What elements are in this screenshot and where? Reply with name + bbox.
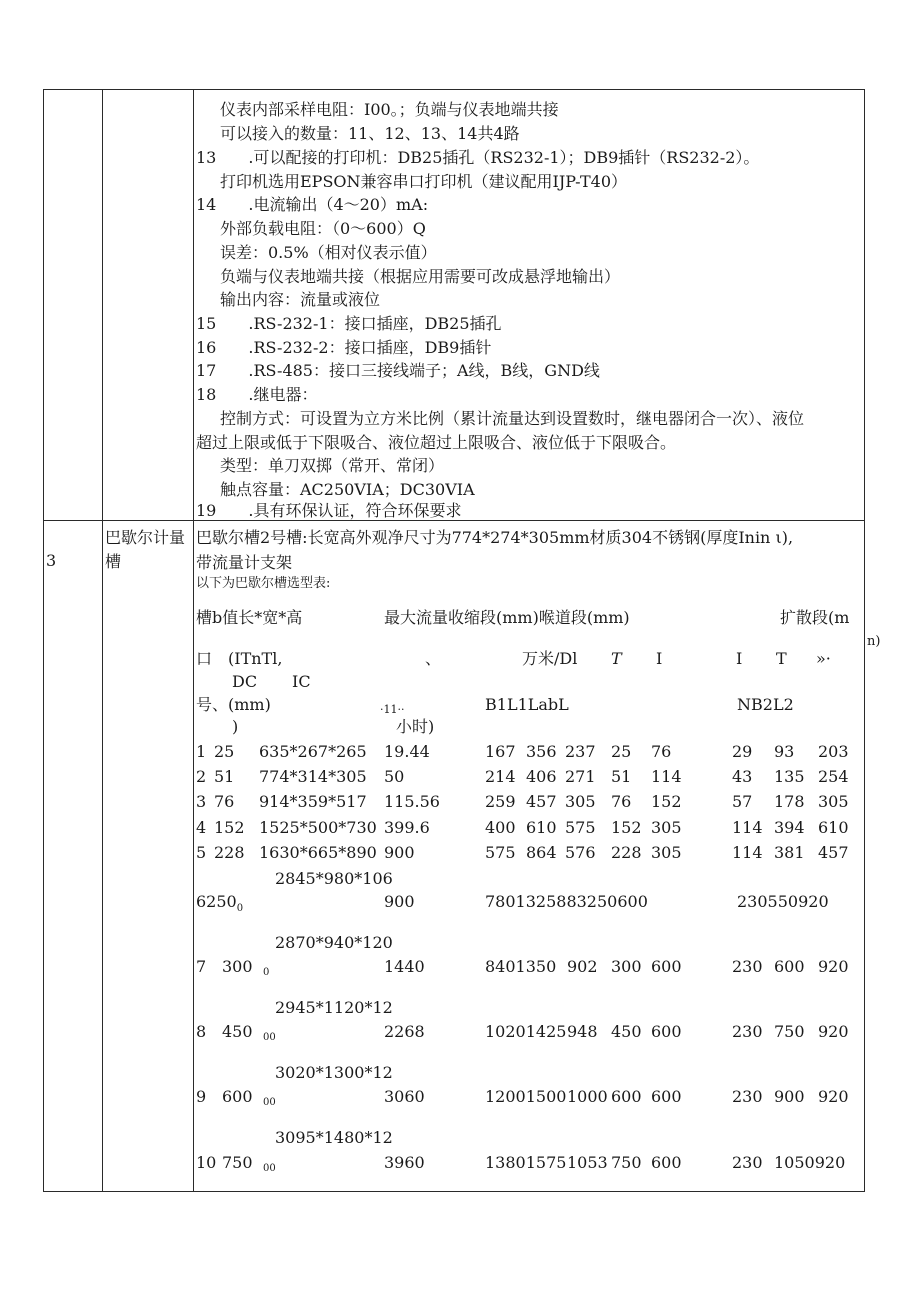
table-header: T bbox=[776, 649, 787, 668]
table-cell: 610 bbox=[818, 818, 849, 837]
table-cell: 305 bbox=[565, 792, 596, 811]
table-cell: 600 bbox=[774, 957, 805, 976]
table-cell: 3960 bbox=[384, 1153, 425, 1172]
table-header: 口 (ITnTl, bbox=[196, 649, 283, 668]
table-cell: 3060 bbox=[384, 1087, 425, 1106]
table-cell: 1050920 bbox=[774, 1153, 846, 1172]
table-cell: 576 bbox=[565, 843, 596, 862]
table-cell: 10 bbox=[196, 1153, 217, 1172]
spec-line: 外部负载电阻：（0～600）Q bbox=[220, 219, 426, 238]
table-cell: 900 bbox=[774, 1087, 805, 1106]
table-right-border bbox=[864, 89, 865, 1192]
table-cell: 399.6 bbox=[384, 818, 430, 837]
table-cell: 178 bbox=[774, 792, 805, 811]
column-divider-1 bbox=[102, 89, 103, 1192]
table-header: 、 bbox=[425, 649, 442, 668]
table-cell: 600 bbox=[651, 1087, 682, 1106]
table-cell: 271 bbox=[565, 767, 596, 786]
table-cell: 25 bbox=[611, 742, 632, 761]
row-index: 3 bbox=[46, 551, 57, 570]
table-cell: 203 bbox=[818, 742, 849, 761]
table-header: I bbox=[736, 649, 743, 668]
table-cell: 575 bbox=[565, 818, 596, 837]
table-cell: 230550920 bbox=[737, 892, 829, 911]
spec-line: 13 .可以配接的打印机：DB25插孔（RS232-1）；DB9插针（RS232-2）。 bbox=[196, 148, 760, 167]
table-cell: 114 bbox=[651, 767, 682, 786]
spec-line: 超过上限或低于下限吸合、液位超过上限吸合、液位低于下限吸合。 bbox=[196, 433, 677, 452]
table-header: 小时) bbox=[396, 717, 435, 736]
table-cell bbox=[196, 892, 243, 919]
table-cell: 575 bbox=[485, 843, 516, 862]
table-header: NB2L2 bbox=[737, 695, 794, 714]
table-cell: 400 bbox=[485, 818, 516, 837]
table-cell: 3095*1480*12 bbox=[275, 1128, 393, 1147]
table-cell: 300 bbox=[222, 957, 253, 976]
spec-line: 类型：单刀双掷（常开、常闭） bbox=[220, 456, 445, 475]
table-cell: 259 bbox=[485, 792, 516, 811]
table-cell: 152 bbox=[651, 792, 682, 811]
table-cell: 43 bbox=[732, 767, 753, 786]
table-cell: 914*359*517 bbox=[259, 792, 367, 811]
table-cell: 600 bbox=[651, 1153, 682, 1172]
table-cell: 2870*940*120 bbox=[275, 933, 393, 952]
table-top-border bbox=[43, 89, 865, 90]
table-cell: 114 bbox=[732, 818, 763, 837]
table-cell: 00 bbox=[263, 1032, 276, 1043]
spec-line: 误差：0.5%（相对仪表示值） bbox=[220, 243, 437, 262]
table-cell: 230 bbox=[732, 1022, 763, 1041]
table-cell: 356 bbox=[526, 742, 557, 761]
table-cell: 750 bbox=[774, 1022, 805, 1041]
table-cell: 920 bbox=[818, 957, 849, 976]
table-cell: 29 bbox=[732, 742, 753, 761]
spec-line: 15 .RS-232-1：接口插座，DB25插孔 bbox=[196, 314, 502, 333]
item-description: 巴歇尔槽2号槽:长宽高外观净尺寸为774*274*305mm材质304不锈钢(厚度Inin ι), bbox=[196, 528, 794, 547]
table-cell: 4 bbox=[196, 818, 207, 837]
table-header: 最大流量收缩段(mm)喉道段(mm) bbox=[384, 608, 630, 627]
table-cell: 406 bbox=[526, 767, 557, 786]
spec-line: 17 .RS-485：接口三接线端子；A线，B线，GND线 bbox=[196, 361, 600, 380]
table-cell: 635*267*265 bbox=[259, 742, 367, 761]
table-header: B1L1LabL bbox=[485, 695, 569, 714]
item-description: 带流量计支架 bbox=[196, 553, 293, 572]
table-header: 万米/Dl bbox=[522, 649, 578, 668]
spec-line: 19 .具有环保认证，符合环保要求 bbox=[196, 501, 462, 520]
table-header: n) bbox=[867, 634, 881, 649]
table-cell: 8401350 bbox=[485, 957, 557, 976]
table-cell: 2845*980*106 bbox=[275, 869, 393, 888]
table-cell: 230 bbox=[732, 1087, 763, 1106]
table-cell: 1525*500*730 bbox=[259, 818, 377, 837]
table-cell: 3 bbox=[196, 792, 207, 811]
table-cell: 76 bbox=[651, 742, 672, 761]
table-header: 号、(mm) bbox=[196, 695, 271, 714]
spec-line: 控制方式：可设置为立方米比例（累计流量达到设置数时，继电器闭合一次）、液位 bbox=[220, 409, 805, 428]
table-cell: 50 bbox=[384, 767, 405, 786]
table-cell: 214 bbox=[485, 767, 516, 786]
spec-line: 14 .电流输出（4～20）mA: bbox=[196, 195, 429, 214]
table-cell: 228 bbox=[611, 843, 642, 862]
table-cell: 450 bbox=[611, 1022, 642, 1041]
spec-line: 18 .继电器： bbox=[196, 385, 318, 404]
table-cell: 0 bbox=[236, 903, 244, 914]
table-cell: 920 bbox=[818, 1087, 849, 1106]
table-cell: 135 bbox=[774, 767, 805, 786]
table-cell: 900 bbox=[384, 843, 415, 862]
table-cell: 152 bbox=[611, 818, 642, 837]
table-cell: 600 bbox=[651, 1022, 682, 1041]
table-header: IC bbox=[292, 672, 311, 691]
table-cell: 237 bbox=[565, 742, 596, 761]
table-cell: 76 bbox=[611, 792, 632, 811]
table-cell: 394 bbox=[774, 818, 805, 837]
table-cell: 115.56 bbox=[384, 792, 440, 811]
table-cell: 920 bbox=[818, 1022, 849, 1041]
table-cell: 864 bbox=[526, 843, 557, 862]
table-cell: 6250 bbox=[196, 892, 237, 911]
table-cell: 93 bbox=[774, 742, 795, 761]
table-cell: 8 bbox=[196, 1022, 207, 1041]
table-cell: 2268 bbox=[384, 1022, 425, 1041]
table-cell: 902 bbox=[567, 957, 598, 976]
table-cell: 152 bbox=[214, 818, 245, 837]
item-name: 槽 bbox=[105, 552, 122, 571]
table-cell: 300 bbox=[611, 957, 642, 976]
table-header: 扩散段(m bbox=[780, 608, 850, 627]
table-header: »· bbox=[816, 649, 831, 668]
table-cell: 610 bbox=[526, 818, 557, 837]
spec-line: 可以接入的数量：11、12、13、14共4路 bbox=[220, 124, 520, 143]
table-cell: 774*314*305 bbox=[259, 767, 367, 786]
spec-line: 16 .RS-232-2：接口插座，DB9插针 bbox=[196, 338, 492, 357]
table-cell: 254 bbox=[818, 767, 849, 786]
table-cell: 0 bbox=[263, 967, 270, 978]
table-cell: 230 bbox=[732, 1153, 763, 1172]
table-cell: 1 bbox=[196, 742, 207, 761]
table-cell: 51 bbox=[214, 767, 235, 786]
table-cell: 305 bbox=[651, 818, 682, 837]
spec-line: 输出内容：流量或液位 bbox=[220, 290, 381, 309]
table-cell: 12001500 bbox=[485, 1087, 567, 1106]
table-cell: 305 bbox=[651, 843, 682, 862]
table-cell: 76 bbox=[214, 792, 235, 811]
table-cell: 305 bbox=[818, 792, 849, 811]
table-cell: 5 bbox=[196, 843, 207, 862]
table-cell: 13801575 bbox=[485, 1153, 567, 1172]
table-header: T bbox=[611, 649, 622, 668]
table-header: DC bbox=[232, 672, 258, 691]
spec-line: 仪表内部采样电阻：I00。；负端与仪表地端共接 bbox=[220, 100, 559, 119]
table-cell: 228 bbox=[214, 843, 245, 862]
table-cell: 900 bbox=[384, 892, 415, 911]
table-cell: 25 bbox=[214, 742, 235, 761]
table-cell: 9 bbox=[196, 1087, 207, 1106]
table-bottom-border bbox=[43, 1191, 865, 1192]
table-cell: 00 bbox=[263, 1097, 276, 1108]
table-header: 槽b值长*宽*高 bbox=[196, 608, 303, 627]
spec-line: 触点容量：AC250VIA；DC30VIA bbox=[220, 480, 475, 499]
table-cell: 948 bbox=[567, 1022, 598, 1041]
table-header: ·11·· bbox=[380, 703, 405, 716]
table-cell: 7 bbox=[196, 957, 207, 976]
item-name: 巴歇尔计量 bbox=[105, 528, 186, 547]
table-cell: 1630*665*890 bbox=[259, 843, 377, 862]
table-header: I bbox=[656, 649, 663, 668]
table-cell: 600 bbox=[222, 1087, 253, 1106]
table-cell: 1053 bbox=[567, 1153, 608, 1172]
table-cell: 1000 bbox=[567, 1087, 608, 1106]
table-cell: 3020*1300*12 bbox=[275, 1063, 393, 1082]
table-cell: 750 bbox=[611, 1153, 642, 1172]
table-cell: 230 bbox=[732, 957, 763, 976]
table-cell: 2945*1120*12 bbox=[275, 998, 393, 1017]
column-divider-2 bbox=[193, 89, 194, 1192]
table-cell: 167 bbox=[485, 742, 516, 761]
table-header: ) bbox=[232, 717, 239, 736]
table-cell: 450 bbox=[222, 1022, 253, 1041]
table-cell: 457 bbox=[818, 843, 849, 862]
table-cell: 19.44 bbox=[384, 742, 430, 761]
spec-line: 打印机选用EPSON兼容串口打印机（建议配用IJP-T40） bbox=[220, 172, 628, 191]
table-cell: 381 bbox=[774, 843, 805, 862]
table-cell: 10201425 bbox=[485, 1022, 567, 1041]
table-left-border bbox=[43, 89, 44, 1192]
table-subtitle: 以下为巴歇尔槽选型表: bbox=[196, 576, 331, 591]
table-cell: 00 bbox=[263, 1163, 276, 1174]
table-cell: 600 bbox=[651, 957, 682, 976]
table-cell: 600 bbox=[611, 1087, 642, 1106]
table-cell: 457 bbox=[526, 792, 557, 811]
table-cell: 51 bbox=[611, 767, 632, 786]
table-cell: 114 bbox=[732, 843, 763, 862]
table-cell: 57 bbox=[732, 792, 753, 811]
spec-line: 负端与仪表地端共接（根据应用需要可改成悬浮地输出） bbox=[220, 267, 621, 286]
table-cell: 1440 bbox=[384, 957, 425, 976]
table-cell: 2 bbox=[196, 767, 207, 786]
table-cell: 750 bbox=[222, 1153, 253, 1172]
table-cell: 7801325883250600 bbox=[485, 892, 648, 911]
